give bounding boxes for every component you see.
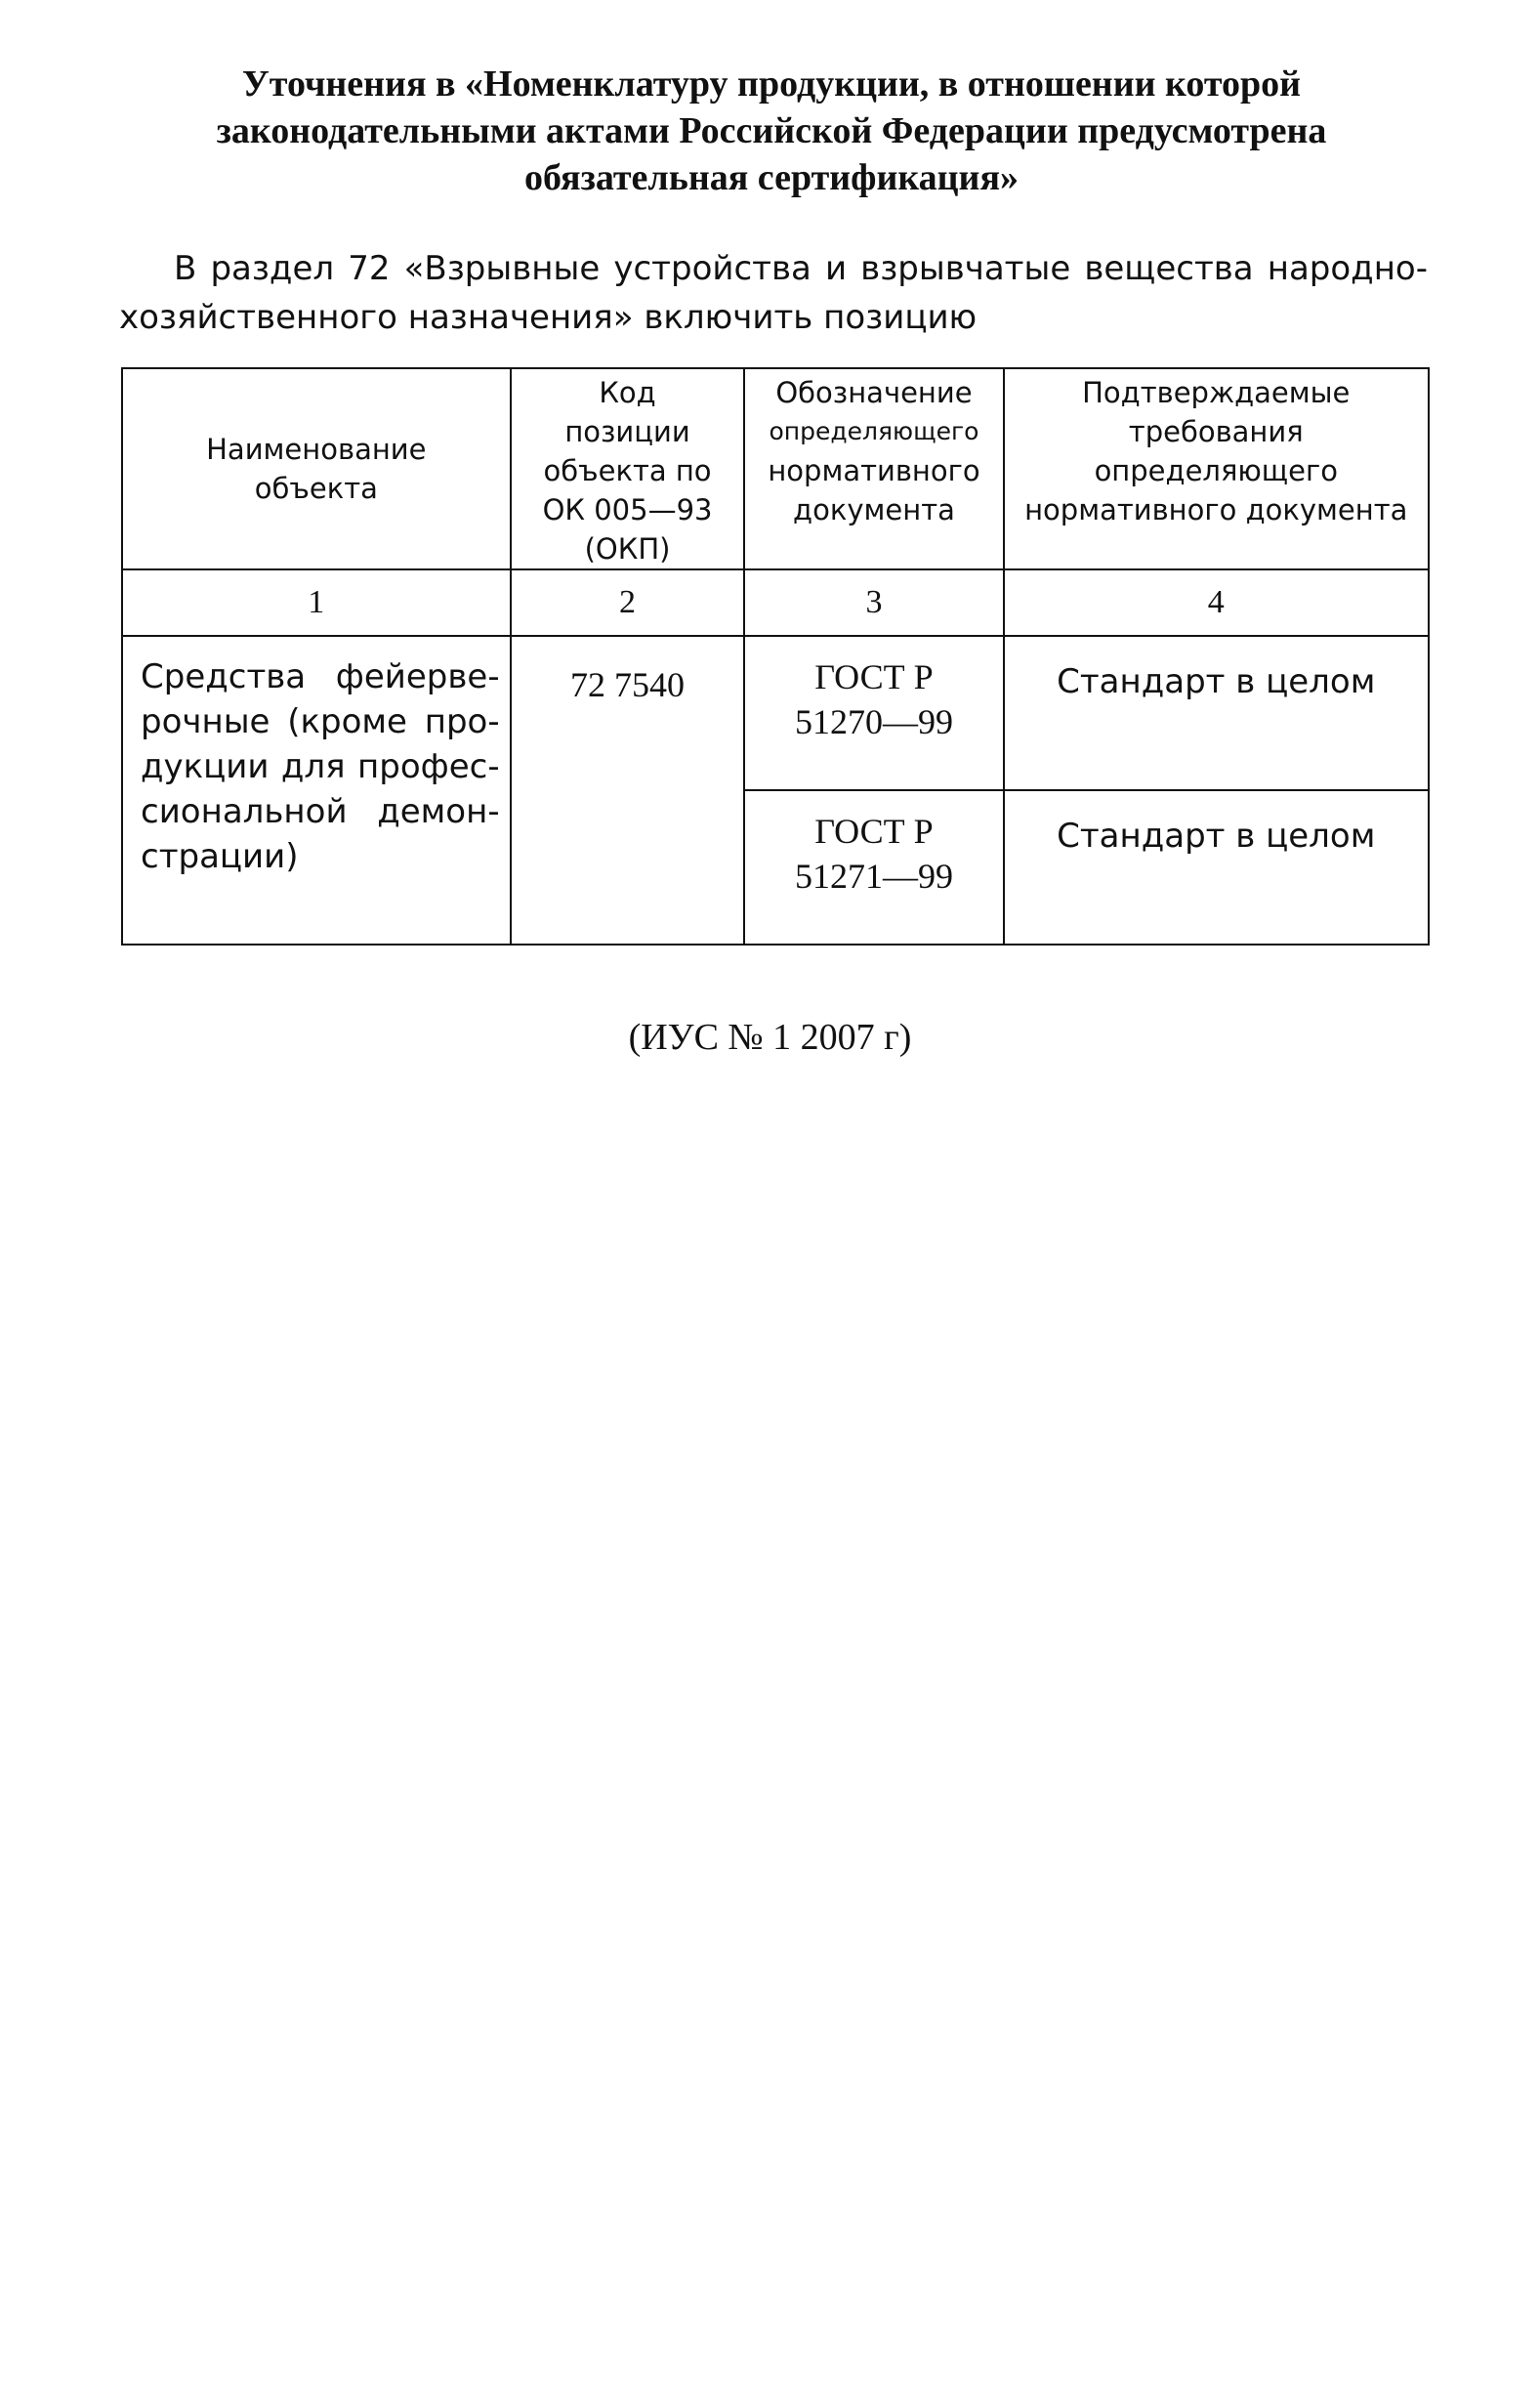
specification-table	[121, 367, 1430, 946]
document-title	[117, 61, 1426, 201]
header-text: Код	[599, 376, 656, 409]
intro-line: хозяйственного назначения» включить позицию	[119, 298, 978, 337]
header-text: (ОКП)	[584, 532, 671, 566]
column-number-row	[122, 569, 1429, 636]
intro-line: В раздел 72 «Взрывные устройства и взрывчатые вещества народно-	[174, 249, 1428, 288]
source-reference: (ИУС № 1 2007 г)	[628, 1017, 912, 1058]
cell-text: страции)	[141, 837, 299, 876]
column-number: 2	[511, 569, 745, 636]
requirement-cell: Стандарт в целом	[1004, 636, 1430, 790]
header-confirmed-requirements	[1004, 368, 1430, 569]
table-header-row	[122, 368, 1429, 569]
header-document-designation	[744, 368, 1003, 569]
requirement-cell: Стандарт в целом	[1004, 790, 1430, 945]
cell-text: дукции для профес-	[141, 747, 500, 786]
cell-text: 51270—99	[794, 702, 953, 741]
column-number: 1	[122, 569, 511, 636]
intro-paragraph	[119, 244, 1428, 342]
header-text: нормативного документа	[1024, 493, 1408, 526]
header-text: определяющего	[1094, 454, 1338, 487]
cell-text: 51271—99	[794, 857, 953, 896]
document-designation-cell	[744, 790, 1003, 945]
object-name-cell	[122, 636, 511, 945]
header-text: позиции	[564, 415, 690, 448]
table-row	[122, 636, 1429, 790]
cell-text: ГОСТ Р	[814, 657, 934, 696]
header-object-name	[122, 368, 511, 569]
header-text: нормативного	[768, 454, 980, 487]
header-position-code	[511, 368, 745, 569]
title-line: Уточнения в «Номенклатуру продукции, в отношении которой	[241, 63, 1302, 105]
column-number: 3	[744, 569, 1003, 636]
header-text: требования	[1128, 415, 1304, 448]
header-text: определяющего	[769, 417, 979, 445]
cell-text: сиональной демон-	[141, 792, 500, 831]
title-line: законодательными актами Российской Федерации предусмотрена	[216, 110, 1327, 151]
header-text: объекта по	[543, 454, 712, 487]
column-number: 4	[1004, 569, 1430, 636]
header-text: Наименование	[206, 433, 427, 466]
cell-text: Средства фейерве-	[141, 657, 500, 696]
title-line: обязательная сертификация»	[523, 157, 1020, 198]
header-text: ОК 005—93	[542, 493, 713, 526]
header-text: объекта	[254, 472, 378, 505]
cell-text: ГОСТ Р	[814, 812, 934, 851]
cell-text: рочные (кроме про-	[141, 702, 500, 741]
header-text: Подтверждаемые	[1082, 376, 1351, 409]
header-text: Обозначение	[775, 376, 973, 409]
document-designation-cell	[744, 636, 1003, 790]
position-code-cell: 72 7540	[511, 636, 745, 945]
header-text: документа	[793, 493, 955, 526]
